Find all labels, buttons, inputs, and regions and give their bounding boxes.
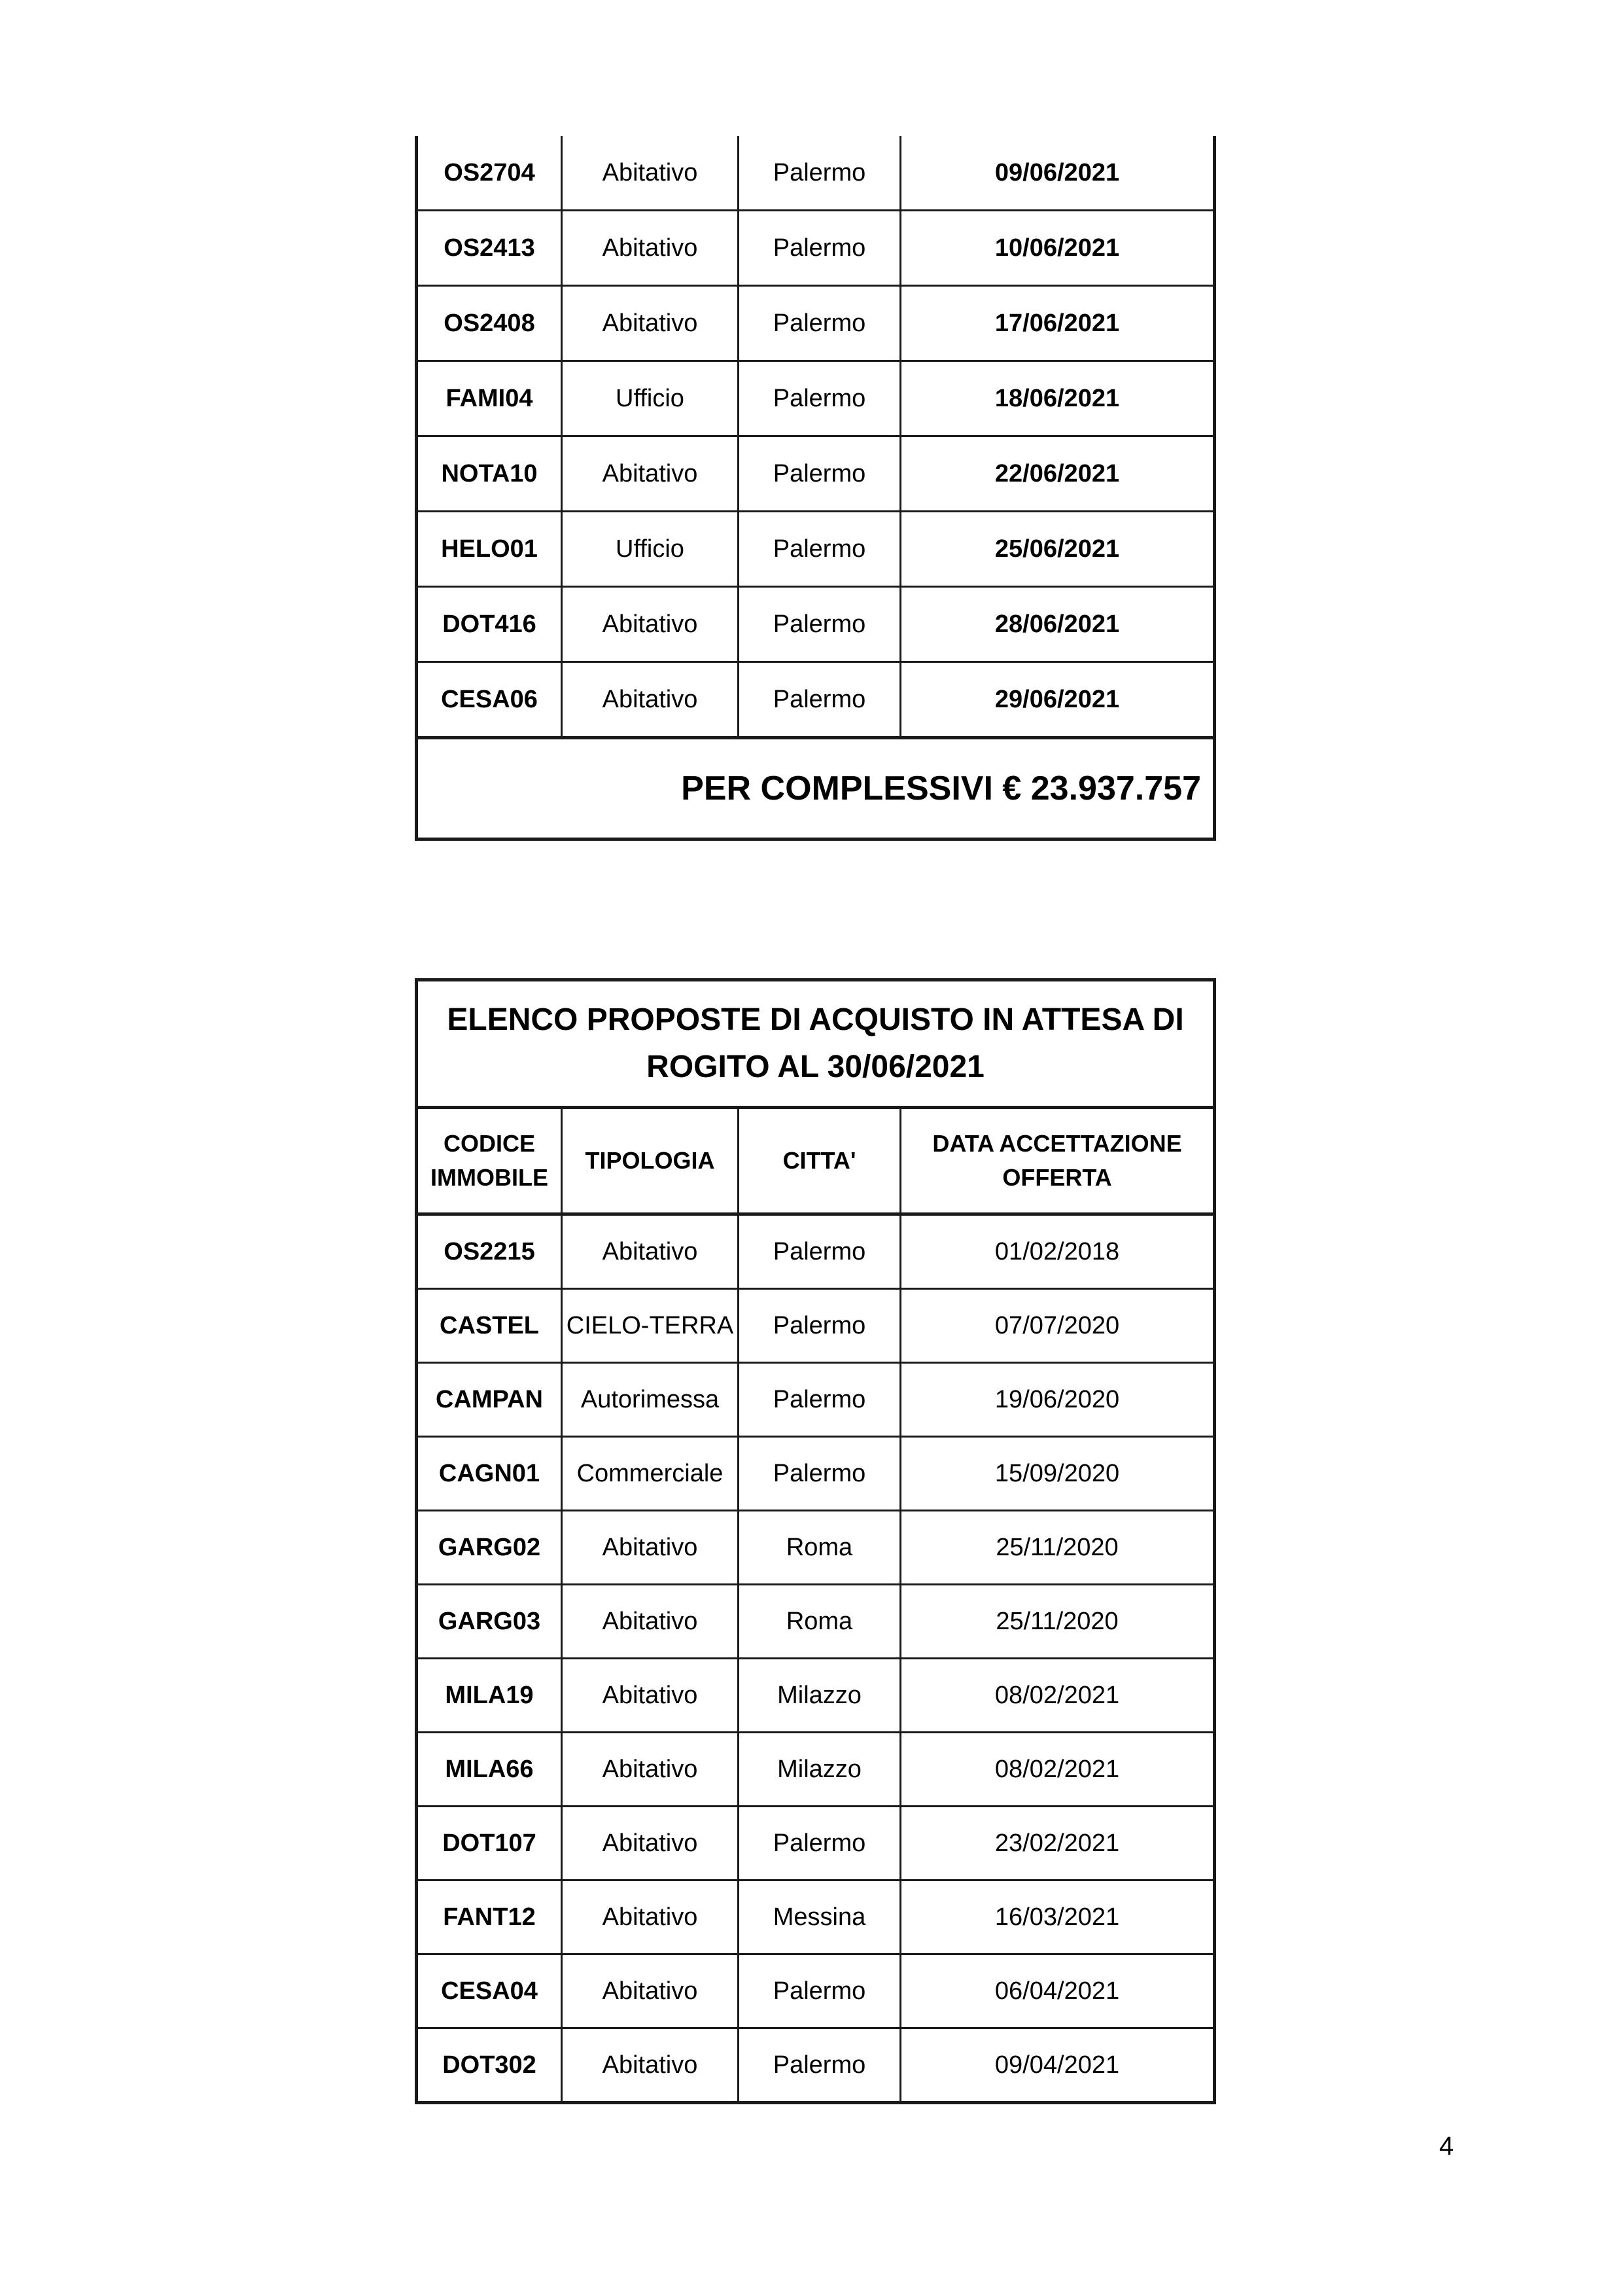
page-number: 4	[1439, 2132, 1454, 2161]
property-code: CAMPAN	[417, 1363, 562, 1437]
table-row	[417, 1881, 1215, 1954]
property-code: GARG03	[417, 1585, 562, 1659]
property-date: 25/06/2021	[901, 512, 1215, 587]
property-type: Abitativo	[562, 1511, 739, 1585]
property-code: OS2413	[417, 211, 562, 286]
property-date: 18/06/2021	[901, 361, 1215, 436]
property-city: Palermo	[739, 136, 901, 211]
property-code: FANT12	[417, 1881, 562, 1954]
property-date: 06/04/2021	[901, 1954, 1215, 2028]
property-date: 09/06/2021	[901, 136, 1215, 211]
property-code: GARG02	[417, 1511, 562, 1585]
property-type: Commerciale	[562, 1437, 739, 1511]
table-row	[417, 587, 1215, 662]
property-type: Ufficio	[562, 361, 739, 436]
property-date: 01/02/2018	[901, 1214, 1215, 1289]
total-row	[417, 738, 1215, 839]
table-row	[417, 2028, 1215, 2103]
property-code: OS2215	[417, 1214, 562, 1289]
property-city: Roma	[739, 1511, 901, 1585]
property-type: Abitativo	[562, 2028, 739, 2103]
table-row	[417, 361, 1215, 436]
property-code: CESA04	[417, 1954, 562, 2028]
property-type: Abitativo	[562, 1585, 739, 1659]
property-city: Palermo	[739, 1214, 901, 1289]
property-code: OS2408	[417, 286, 562, 361]
table-row	[417, 1585, 1215, 1659]
total-amount: PER COMPLESSIVI € 23.937.757	[417, 738, 1215, 839]
property-date: 08/02/2021	[901, 1659, 1215, 1733]
property-city: Palermo	[739, 662, 901, 738]
table-row	[417, 1733, 1215, 1807]
property-type: Abitativo	[562, 1214, 739, 1289]
header-date: DATA ACCETTAZIONE OFFERTA	[901, 1108, 1215, 1214]
table-row	[417, 286, 1215, 361]
property-city: Messina	[739, 1881, 901, 1954]
table-row	[417, 436, 1215, 512]
property-code: HELO01	[417, 512, 562, 587]
property-date: 19/06/2020	[901, 1363, 1215, 1437]
property-type: Abitativo	[562, 436, 739, 512]
table-row	[417, 136, 1215, 211]
property-date: 22/06/2021	[901, 436, 1215, 512]
table-row	[417, 1659, 1215, 1733]
property-city: Palermo	[739, 286, 901, 361]
property-city: Palermo	[739, 1363, 901, 1437]
property-type: CIELO-TERRA	[562, 1289, 739, 1363]
property-code: DOT302	[417, 2028, 562, 2103]
header-type: TIPOLOGIA	[562, 1108, 739, 1214]
table-row	[417, 1289, 1215, 1363]
property-type: Abitativo	[562, 662, 739, 738]
property-date: 25/11/2020	[901, 1511, 1215, 1585]
property-city: Palermo	[739, 2028, 901, 2103]
property-date: 07/07/2020	[901, 1289, 1215, 1363]
table-header-row	[417, 1108, 1215, 1214]
pending-proposals-table	[415, 978, 1216, 2104]
property-date: 17/06/2021	[901, 286, 1215, 361]
property-type: Abitativo	[562, 1733, 739, 1807]
property-date: 09/04/2021	[901, 2028, 1215, 2103]
table-row	[417, 1437, 1215, 1511]
table-row	[417, 1807, 1215, 1881]
property-date: 28/06/2021	[901, 587, 1215, 662]
property-city: Palermo	[739, 211, 901, 286]
property-type: Ufficio	[562, 512, 739, 587]
property-code: CASTEL	[417, 1289, 562, 1363]
property-city: Palermo	[739, 587, 901, 662]
continued-sales-table	[415, 136, 1216, 841]
property-code: CAGN01	[417, 1437, 562, 1511]
property-city: Palermo	[739, 1807, 901, 1881]
header-code: CODICE IMMOBILE	[417, 1108, 562, 1214]
property-code: DOT416	[417, 587, 562, 662]
property-code: DOT107	[417, 1807, 562, 1881]
property-type: Abitativo	[562, 1807, 739, 1881]
table-title: ELENCO PROPOSTE DI ACQUISTO IN ATTESA DI ROGITO AL 30/06/2021	[417, 980, 1215, 1108]
property-code: NOTA10	[417, 436, 562, 512]
property-type: Abitativo	[562, 587, 739, 662]
property-code: OS2704	[417, 136, 562, 211]
property-city: Milazzo	[739, 1659, 901, 1733]
property-date: 10/06/2021	[901, 211, 1215, 286]
property-city: Palermo	[739, 436, 901, 512]
property-date: 23/02/2021	[901, 1807, 1215, 1881]
property-type: Abitativo	[562, 1954, 739, 2028]
table-row	[417, 1954, 1215, 2028]
property-code: FAMI04	[417, 361, 562, 436]
property-date: 25/11/2020	[901, 1585, 1215, 1659]
property-city: Roma	[739, 1585, 901, 1659]
property-city: Palermo	[739, 1954, 901, 2028]
table-row	[417, 1363, 1215, 1437]
property-type: Abitativo	[562, 136, 739, 211]
property-type: Autorimessa	[562, 1363, 739, 1437]
property-city: Palermo	[739, 1437, 901, 1511]
property-city: Milazzo	[739, 1733, 901, 1807]
property-date: 16/03/2021	[901, 1881, 1215, 1954]
property-type: Abitativo	[562, 1881, 739, 1954]
table-row	[417, 211, 1215, 286]
table-row	[417, 1214, 1215, 1289]
property-type: Abitativo	[562, 286, 739, 361]
property-date: 15/09/2020	[901, 1437, 1215, 1511]
table-row	[417, 512, 1215, 587]
table-row	[417, 662, 1215, 738]
property-city: Palermo	[739, 512, 901, 587]
property-date: 29/06/2021	[901, 662, 1215, 738]
property-code: MILA19	[417, 1659, 562, 1733]
property-code: CESA06	[417, 662, 562, 738]
property-city: Palermo	[739, 361, 901, 436]
property-code: MILA66	[417, 1733, 562, 1807]
header-city: CITTA'	[739, 1108, 901, 1214]
property-type: Abitativo	[562, 1659, 739, 1733]
property-city: Palermo	[739, 1289, 901, 1363]
table-row	[417, 1511, 1215, 1585]
property-date: 08/02/2021	[901, 1733, 1215, 1807]
property-type: Abitativo	[562, 211, 739, 286]
